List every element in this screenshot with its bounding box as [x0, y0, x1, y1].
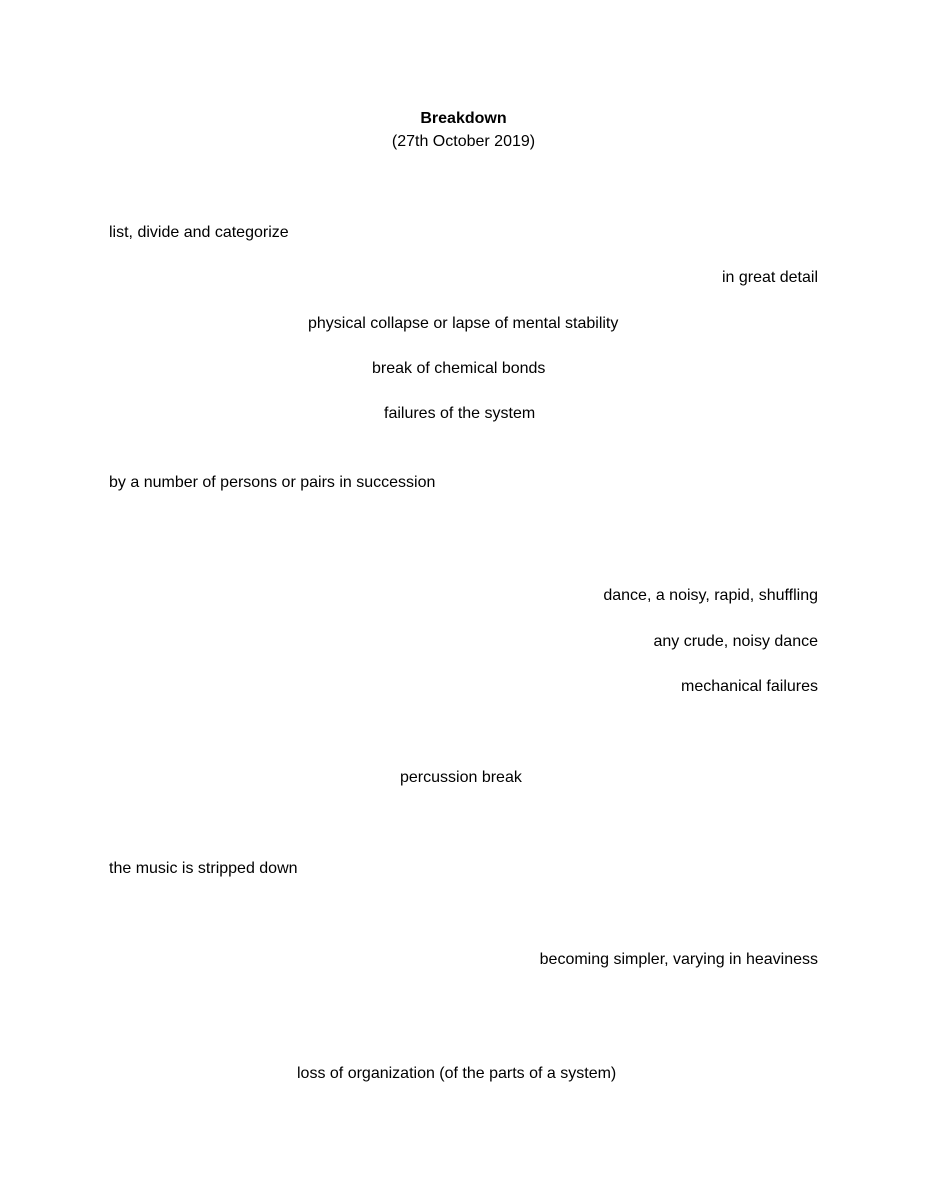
poem-date: (27th October 2019) — [391, 133, 536, 150]
poem-line: failures of the system — [384, 405, 536, 422]
poem-line: mechanical failures — [681, 678, 818, 695]
poem-line: list, divide and categorize — [109, 224, 289, 241]
poem-line: physical collapse or lapse of mental stability — [308, 315, 619, 332]
poem-line: percussion break — [400, 769, 522, 786]
poem-line: the music is stripped down — [109, 860, 298, 877]
poem-line: by a number of persons or pairs in succession — [109, 474, 436, 491]
poem-line: in great detail — [721, 269, 818, 286]
poem-title: Breakdown — [420, 110, 507, 127]
poem-line: loss of organization (of the parts of a system) — [297, 1065, 617, 1082]
poem-line: becoming simpler, varying in heaviness — [539, 951, 818, 968]
poem-line: dance, a noisy, rapid, shuffling — [603, 587, 818, 604]
poem-line: any crude, noisy dance — [653, 633, 818, 650]
poem-line: break of chemical bonds — [372, 360, 546, 377]
